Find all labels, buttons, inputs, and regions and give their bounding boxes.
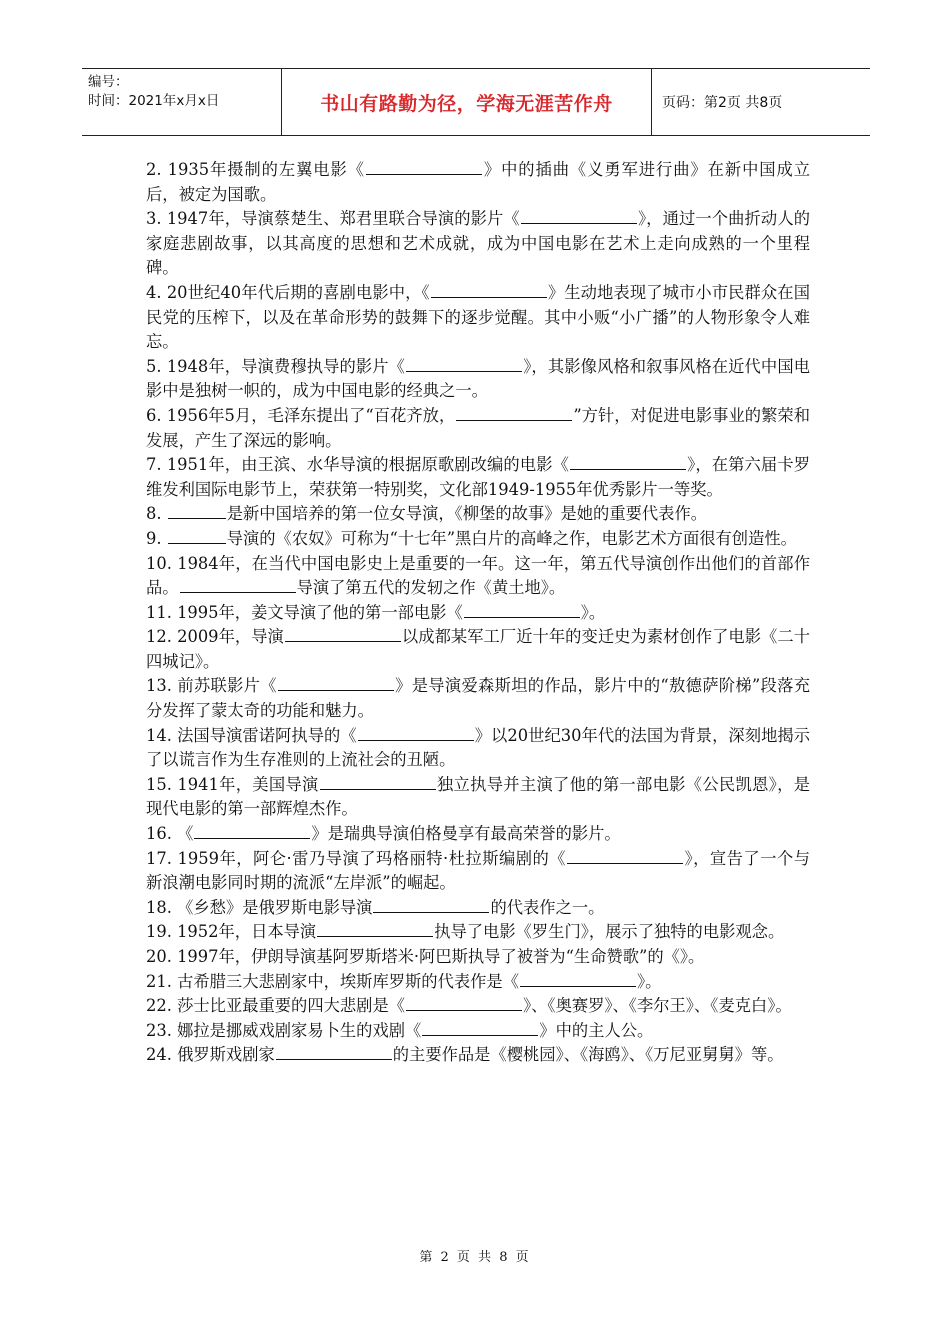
header-meta (82, 69, 282, 135)
answer-blank (431, 283, 547, 298)
answer-blank (168, 529, 226, 544)
answer-blank (180, 578, 296, 593)
question-4: 4. 20世纪40年代后期的喜剧电影中，《 》生动地表现了城市小市民群众在国民党的压榨下，以及在革命形势的鼓舞下的逐步觉醒。其中小贩“小广播”的人物形象令人难忘。 (146, 282, 810, 352)
answer-blank (194, 824, 310, 839)
answer-blank (521, 209, 637, 224)
question-13: 13. 前苏联影片《 》是导演爱森斯坦的作品，影片中的“敖德萨阶梯”段落充分发挥了蒙太奇的功能和魅力。 (146, 676, 810, 721)
answer-blank (168, 504, 226, 519)
header-date: 时间：2021年x月x日 (88, 93, 220, 109)
answer-blank (317, 922, 433, 937)
question-16: 16. 《 》是瑞典导演伯格曼享有最高荣誉的影片。 (146, 824, 621, 844)
question-19: 19. 1952年，日本导演 执导了电影《罗生门》，展示了独特的电影观念。 (146, 922, 785, 942)
header-code-label: 编号： (88, 74, 129, 90)
answer-blank (358, 726, 474, 741)
question-11: 11. 1995年，姜文导演了他的第一部电影《 》。 (146, 602, 606, 622)
question-20: 20. 1997年，伊朗导演基阿罗斯塔米·阿巴斯执导了被誉为“生命赞歌”的《》。 (146, 947, 705, 966)
question-12: 12. 2009年，导演 以成都某军工厂近十年的变迁史为素材创作了电影《二十四城记》。 (146, 627, 810, 671)
answer-blank (456, 406, 572, 421)
answer-blank (520, 972, 636, 987)
question-9: 9. 导演的《农奴》可称为“十七年”黑白片的高峰之作，电影艺术方面很有创造性。 (146, 528, 797, 548)
question-list (146, 158, 810, 1068)
header-motto: 书山有路勤为径，学海无涯苦作舟 (282, 69, 652, 135)
question-2: 2. 1935年摄制的左翼电影《 》中的插曲《义勇军进行曲》在新中国成立后，被定为国歌。 (146, 160, 810, 204)
answer-blank (406, 996, 522, 1011)
question-5: 5. 1948年，导演费穆执导的影片《 》，其影像风格和叙事风格在近代中国电影中是独树一帜的，成为中国电影的经典之一。 (146, 356, 810, 401)
page-header (82, 68, 870, 136)
question-15: 15. 1941年，美国导演 独立执导并主演了他的第一部电影《公民凯恩》，是现代电影的第一部辉煌杰作。 (146, 774, 810, 819)
question-17: 17. 1959年，阿仑·雷乃导演了玛格丽特·杜拉斯编剧的《 》，宣告了一个与新浪潮电影同时期的流派“左岸派”的崛起。 (146, 848, 811, 893)
answer-blank (567, 849, 683, 864)
question-22: 22. 莎士比亚最重要的四大悲剧是《 》、《奥赛罗》、《李尔王》、《麦克白》。 (146, 996, 792, 1016)
answer-blank (276, 1045, 392, 1060)
question-6: 6. 1956年5月，毛泽东提出了“百花齐放， ”方针，对促进电影事业的繁荣和发展，产生了深远的影响。 (146, 405, 810, 450)
answer-blank (285, 627, 401, 642)
answer-blank (422, 1021, 538, 1036)
answer-blank (570, 455, 686, 470)
question-14: 14. 法国导演雷诺阿执导的《 》以20世纪30年代的法国为背景，深刻地揭示了以谎言作为生存准则的上流社会的丑陋。 (146, 725, 811, 770)
answer-blank (320, 775, 436, 790)
page-footer: 第 2 页 共 8 页 (419, 1250, 531, 1265)
answer-blank (278, 676, 394, 691)
question-3: 3. 1947年，导演蔡楚生、郑君里联合导演的影片《 》，通过一个曲折动人的家庭悲剧故事，以其高度的思想和艺术成就，成为中国电影在艺术上走向成熟的一个里程碑。 (146, 209, 810, 278)
question-10: 10. 1984年，在当代中国电影史上是重要的一年。这一年，第五代导演创作出他们的首部作品。 导演了第五代的发轫之作《黄土地》。 (146, 553, 810, 598)
answer-blank (373, 898, 489, 913)
question-23: 23. 娜拉是挪威戏剧家易卜生的戏剧《 》中的主人公。 (146, 1020, 654, 1040)
question-24: 24. 俄罗斯戏剧家 的主要作品是《樱桃园》、《海鸥》、《万尼亚舅舅》等。 (146, 1045, 784, 1065)
question-18: 18. 《乡愁》是俄罗斯电影导演 的代表作之一。 (146, 897, 605, 917)
question-8: 8. 是新中国培养的第一位女导演，《柳堡的故事》是她的重要代表作。 (146, 504, 708, 524)
question-7: 7. 1951年，由王滨、水华导演的根据原歌剧改编的电影《 》，在第六届卡罗维发利国际电影节上，荣获第一特别奖，文化部1949-1955年优秀影片一等奖。 (146, 455, 810, 499)
answer-blank (366, 160, 482, 175)
answer-blank (464, 603, 580, 618)
header-page-info: 页码：第2页 共8页 (662, 95, 783, 111)
answer-blank (406, 357, 522, 372)
question-21: 21. 古希腊三大悲剧家中，埃斯库罗斯的代表作是《 》。 (146, 971, 662, 991)
